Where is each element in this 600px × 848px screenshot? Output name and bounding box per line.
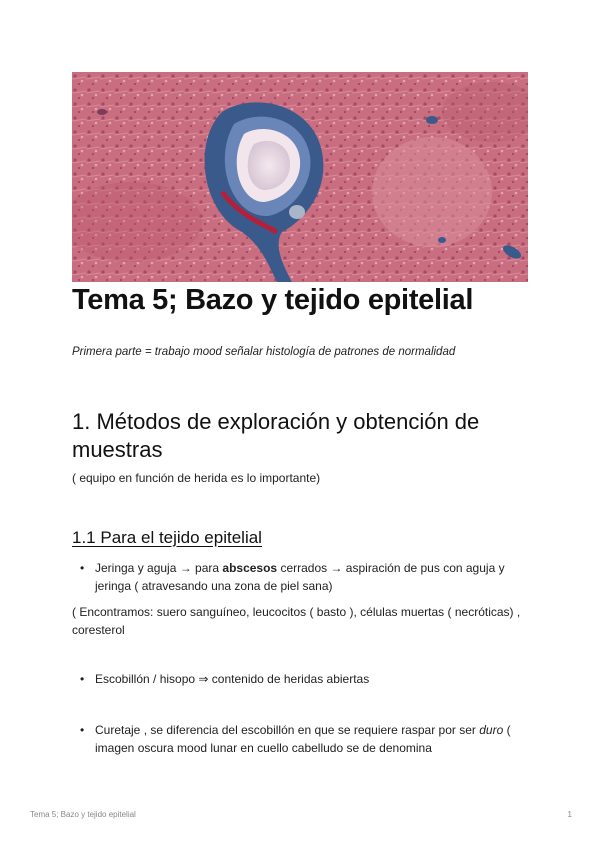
italic-term: duro [479, 723, 504, 737]
bullet-icon: • [80, 672, 85, 686]
paragraph-encontramos: ( Encontramos: suero sanguíneo, leucocitos ( basto ), células muertas ( necróticas) , coresterol [72, 605, 521, 637]
list-item-curetaje [80, 721, 525, 757]
bullet-text-rest: cerrados → aspiración de pus con aguja y jeringa ( atravesando una zona de piel sana) [95, 561, 505, 593]
bullet-icon: • [80, 561, 85, 575]
bullet-text: Curetaje , se diferencia del escobillón en que se requiere raspar por ser [95, 723, 480, 737]
bold-term: abscesos [222, 561, 278, 575]
footer-title: Tema 5; Bazo y tejido epitelial [30, 810, 136, 819]
histology-image [72, 72, 528, 282]
list-item-escobillon [80, 670, 525, 688]
page-subtitle: Primera parte = trabajo mood señalar histología de patrones de normalidad [72, 346, 456, 358]
bullet-text: Escobillón / hisopo ⇒ contenido de heridas abiertas [95, 672, 370, 686]
bullet-text: Jeringa y aguja → para [95, 561, 223, 575]
page-title: Tema 5; Bazo y tejido epitelial [72, 284, 474, 316]
cover-image [72, 72, 528, 282]
section-note: ( equipo en función de herida es lo importante) [72, 471, 321, 485]
section-heading-1: 1. Métodos de exploración y obtención de muestras [72, 409, 480, 462]
bullet-text-rest: ( imagen oscura mood lunar en cuello cabelludo se de denomina [95, 723, 511, 755]
section-heading-1-1: 1.1 Para el tejido epitelial [72, 528, 262, 547]
bullet-icon: • [80, 723, 85, 737]
list-item-jeringa [80, 559, 525, 595]
page-number: 1 [567, 810, 572, 819]
